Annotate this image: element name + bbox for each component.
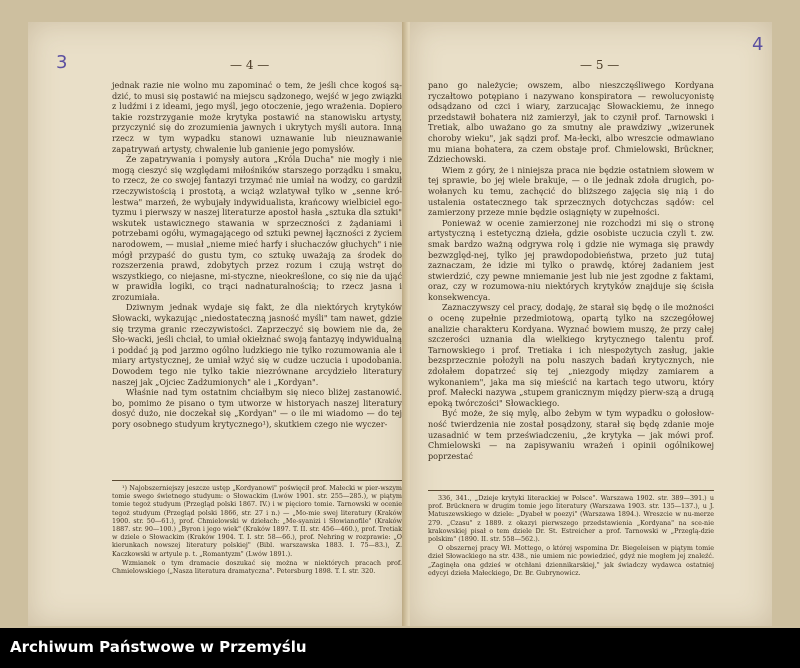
left-body-text <box>112 80 402 430</box>
left-footnote-2: Wzmianek o tym dramacie doszukać się można w niektórych pracach prof. Chmielowskiego („Nasza literatura dramatyczna". Petersburg 1898. T. I. str. 320. <box>112 558 402 576</box>
left-paragraph-2: Że zapatrywania i pomysły autora „Króla Ducha" nie mogły i nie mogą cieszyć się względami miłośników starszego porządku i smaku, to rzecz, że co swojej fantazyi trzymać nie umiał na wodzy, co gardził rzeczywistością i prostotą, a wciąż wzlatywał tylko w „senne kró-lestwa" marzeń, że wybujały indywidualista, krańcowy wielbiciel ego-tyzmu i pierwszy w naszej literaturze apostoł hasła „sztuka dla sztuki" wskutek ustawicznego stawania w sprzeczności z żądaniami i potrzebami ogółu, wymagającego od sztuki pewnej łączności z życiem narodowem, — musiał „nieme mieć harfy i słuchaczów głuchych" i nie mógł przypaść do gustu tym, co sztukę uważają za środek do rozszerzenia prawd, zdobytych przez rozum i czują wstręt do wszystkiego, co niejasne, mi-styczne, nieokreślone, co się nie da ująć w prawidła logiki, co trąci nadnaturalnością; to rzecz jasna i zrozumiała. <box>112 154 402 302</box>
right-paragraph-2: Wiem z góry, że i niniejsza praca nie będzie ostatniem słowem w tej sprawie, bo jej wiele brakuje, — o ile jednak zdoła drugich, po-wołanych ku temu, zachęcić do bliższego zajęcia się nią i do ustalenia ostatecznego tak sprzecznych dotychczas sądów: cel zamierzony przeze mnie będzie osiągnięty w zupełności. <box>428 164 714 218</box>
right-handwritten-number: 4 <box>752 34 764 55</box>
right-paragraph-1: pano go należycie; owszem, albo nieszczęśliwego Kordyana ryczałtowo potępiano i nazywano konspiratora — rewolucyonistę odsądzano od czci i wiary, zarzucając Słowackiemu, że innego przedstawił bohatera niż zamierzył, jak to czynił prof. Tarnowski i Tretiak, albo uważano go za smutny ale prawdziwy „wizerunek choroby wieku", jak sądzi prof. Ma-łecki, albo wreszcie odmawiano mu miana bohatera, za czem obstaje prof. Chmielowski, Brückner, Zdziechowski. <box>428 80 714 165</box>
left-page-number: — 4 — <box>230 58 270 72</box>
archive-footer-bar <box>0 628 800 668</box>
right-page-number: — 5 — <box>580 58 620 72</box>
left-handwritten-number: 3 <box>56 52 68 73</box>
archive-name: Archiwum Państwowe w Przemyślu <box>10 638 307 656</box>
left-footnotes <box>112 484 402 576</box>
left-paragraph-4: Właśnie nad tym ostatnim chciałbym się nieco bliżej zastanowić. bo, pomimo że pisano o tym utworze w historyach naszej literatury dosyć dużo, nie doczekał się „Kordyan" — o ile mi wiadomo — do tej pory osobnego studyum krytycznego¹), skutkiem czego nie wyczer- <box>112 387 402 429</box>
right-footnote-2: O obszernej pracy Wł. Mottego, o której wspomina Dr. Biegeleisen w piątym tomie dzieł Słowackiego na str. 438., nie umiem nic powiedzieć, gdyż nie mogłem jej znaleźć. „Zaginęła ona gdzieś w otchłani dziennikarskiej," jak świadczy wydawca ostatniej edycyi dzieła Małeckiego, Dr. Br. Gubrynowicz. <box>428 544 714 577</box>
right-footnote-1: 336, 341., „Dzieje krytyki literackiej w Polsce". Warszawa 1902. str. 389—391.) u prof. Brücknera w drugim tomie jego literatury (Warszawa 1903. str. 135—137.), u J. Matuszewskiego w dziele: „Dyabeł w poezyi" (Warszawa 1894.). Wreszcie w nu-merze 279. „Czasu" z 1889. z okazyi pierwszego przedstawienia „Kordyana" na sce-nie krakowskiej pisał o tem dziele Dr. St. Estreicher a prof. Tarnowski w „Przeglą-dzie polskim" (1890. II. str. 558—562.). <box>428 494 714 544</box>
left-paragraph-3: Dziwnym jednak wydaje się fakt, że dla niektórych krytyków Słowacki, wykazując „niedostateczną jasność myśli" tam nawet, gdzie się trzyma granic rzeczywistości. Zaprzeczyć się bowiem nie da, że Sło-wacki, jeśli chciał, to umiał okiełznać swoją fantazyę indywidualną i poddać ją pod jarzmo ogólno ludzkiego nie tylko rozumowania ale i miary artystycznej, że umiał wżyć się w cudze uczucia i upodobania. Dowodem tego nie tylko takie niezrównane arcydzieło literatury naszej jak „Ojciec Zadżumionych" ale i „Kordyan". <box>112 302 402 387</box>
left-footnote-rule <box>112 480 402 481</box>
right-paragraph-3: Ponieważ w ocenie zamierzonej nie rozchodzi mi się o stronę artystyczną i estetyczną dzieła, gdzie osobiste uczucia czyli t. zw. smak bardzo ważną odgrywa rolę i gdzie nie wymaga się prawdy bezwzględ-nej, tylko jej prawdopodobieństwa, przeto już tutaj zaznaczam, że idzie mi tylko o prawdę, której żadaniem jest stwierdzić, czy pewne mniemanie jest lub nie jest zgodne z faktami, oraz, czy w rozumowa-niu niektórych krytyków znajduje się ścisła konsekwencya. <box>428 217 714 302</box>
right-body-text <box>428 80 714 461</box>
right-footnote-rule <box>428 490 714 491</box>
left-footnote-1: ¹) Najobszerniejszy jeszcze ustęp „Kordyanowi" poświęcił prof. Małecki w pier-wszym tomie swego świetnego studyum: o Słowackim (Lwów 1901. str. 255—285.), w piątym tomie tegoż studyum (Przegląd polski 1867. IV.) i w pięcioro tomie. Tarnowski w ocenie tegoż studyum (Przegląd polski 1866, str. 27 i n.) — „Mo-mie swej literatury (Kraków 1900. str. 50—61.), prof. Chmielowski w dziełach: „Me-syanizi i Słowianofile" (Kraków 1887. str. 90—100.) „Byron i jego wiek" (Kraków 1897. T. II. str. 456—460.), prof. Tretiak w dziele o Słowackim (Kraków 1904. T. I. str. 58—66.), prof. Nehring w rozprawie: „O kierunkach nowszej literatury polskiej" (Bibl. warszawska 1883. I. 75—83.), Z. Kaczkowski w artyule p. t. „Romantyzm" (Lwów 1891.). <box>112 484 402 558</box>
right-paragraph-5: Być może, że się mylę, albo żebym w tym wypadku o gołosłow-ność twierdzenia nie został posądzony, starał się będę zdanie moje uzasadnić w tem przeświadczeniu, „że krytyka — jak mówi prof. Chmielowski — na zapisywaniu wrażeń i opinii ogólnikowej poprzestać <box>428 408 714 461</box>
left-paragraph-1: jednak razie nie wolno mu zapominać o tem, że jeśli chce kogoś są-dzić, to musi się postawić na miejscu sądzonego, wejść w jego związki z ludźmi i z ideami, jego myśl, jego otoczenie, jego wrażenia. Dopiero takie rozstrzyganie może krytyka postawić na stanowisku artysty, przyczynić się do zrozumienia jawnych i ukrytych myśli autora. Inną rzecz w tym wypadku stanowi uznawanie lub nieuznawanie zapatrywań artysty, chwalenie lub ganienie jego pomysłów. <box>112 80 402 154</box>
right-paragraph-4: Zaznaczywszy cel pracy, dodaję, że starał się będę o ile możności o ocenę zupełnie przedmiotową, opartą tylko na szczegółowej analizie charakteru Kordyana. Wyznać bowiem muszę, że przy całej szczerości uznania dla wielkiego krytycznego talentu prof. Tarnowskiego i prof. Tretiaka i ich niespożytych zasług, jakie bezsprzecznie położyli na polu naszych badań krytycznych, nie zdołałem dopatrzeć się tej „niezgody między zamiarem a wykonaniem", jaka ma się mieścić na kartach tego utworu, który prof. Małecki nazywa „stupem granicznym między pierw-szą a drugą epoką twórczości" Słowackiego. <box>428 302 714 408</box>
right-footnotes <box>428 494 714 578</box>
